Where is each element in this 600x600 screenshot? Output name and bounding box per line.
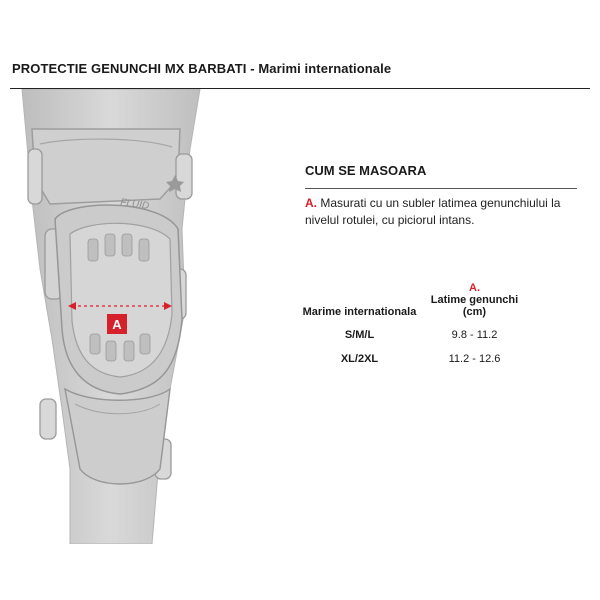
knee-brace-illustration (10, 89, 295, 544)
size-cell: S/M/L (344, 329, 375, 341)
table-row (300, 324, 530, 348)
page-title: PROTECTIE GENUNCHI MX BARBATI - Marimi internationale (12, 61, 392, 76)
brand-label: FLUID (119, 197, 150, 212)
heading-divider (305, 188, 577, 189)
instruction-text: Masurati cu un subler latimea genunchiului la nivelul rotulei, cu piciorul intans. (305, 196, 561, 227)
table-row (300, 348, 530, 372)
width-column-header (419, 282, 530, 324)
size-table (300, 282, 530, 372)
size-cell: XL/2XL (340, 353, 379, 365)
measure-marker-label: A (112, 317, 122, 332)
measure-instruction (305, 195, 580, 229)
width-column-marker: A. (469, 282, 480, 294)
size-column-header: Marime internationala (302, 306, 417, 318)
how-to-measure-heading: CUM SE MASOARA (305, 163, 427, 178)
range-cell: 11.2 - 12.6 (448, 353, 501, 365)
instruction-marker: A. (305, 196, 317, 210)
range-cell: 9.8 - 11.2 (451, 329, 498, 341)
width-column-label: Latime genunchi (cm) (430, 294, 519, 318)
